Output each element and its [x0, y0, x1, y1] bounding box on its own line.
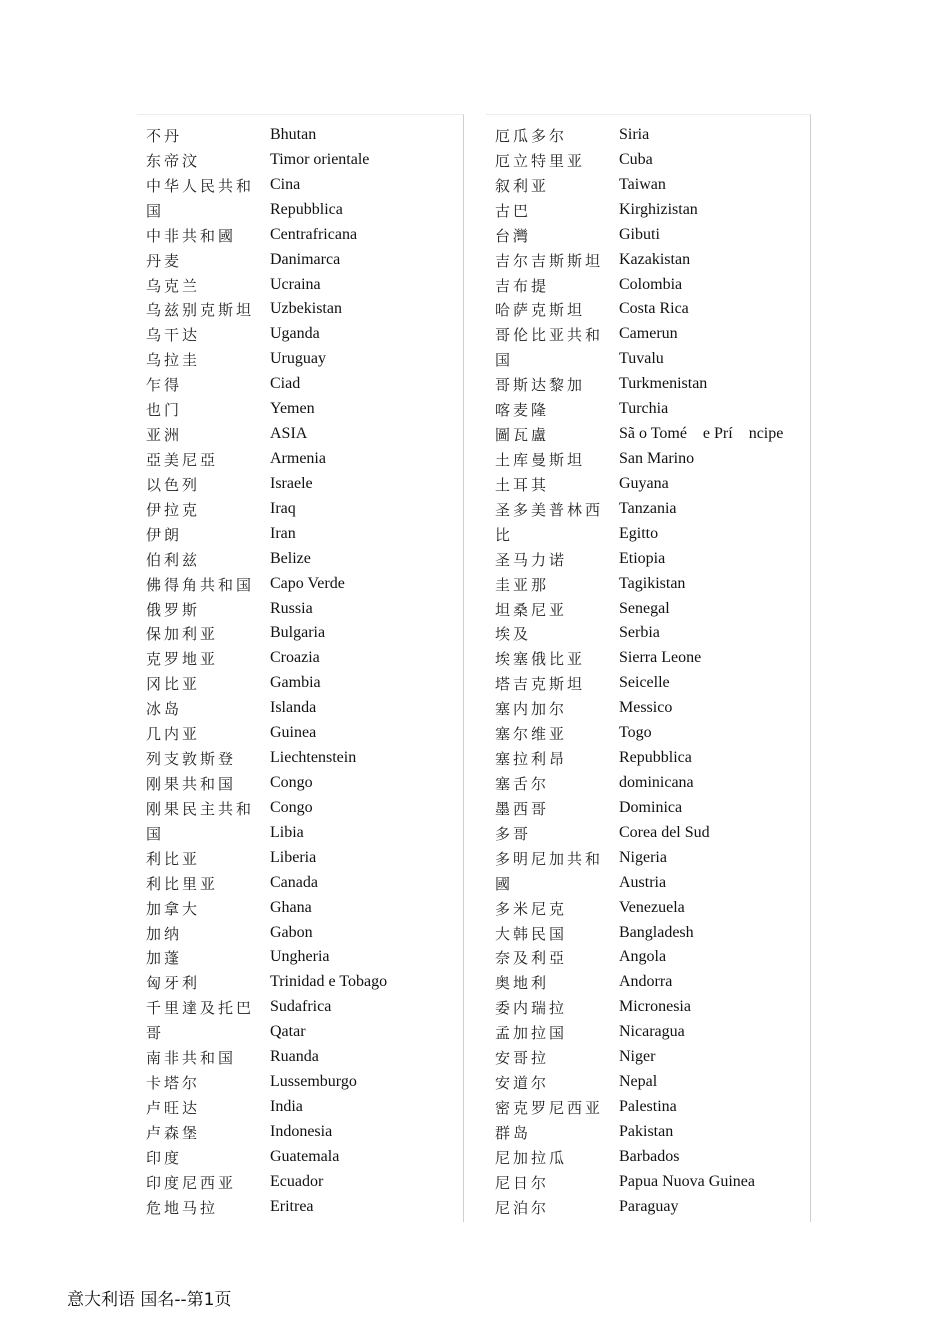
italian-country-name: Niger: [619, 1048, 656, 1066]
italian-country-name: Micronesia: [619, 998, 691, 1016]
chinese-name-column: [495, 123, 603, 1220]
chinese-country-name: 圭亚那: [495, 575, 550, 594]
italian-country-name: Guyana: [619, 474, 669, 492]
italian-country-name: Bulgaria: [270, 624, 326, 642]
chinese-country-name: 国: [495, 351, 514, 370]
chinese-country-name: 亚洲: [146, 426, 183, 445]
chinese-country-name: 圣马力诺: [495, 550, 568, 569]
chinese-country-name: 国: [146, 201, 165, 220]
italian-country-name: Sierra Leone: [619, 649, 702, 667]
chinese-country-name: 卡塔尔: [146, 1074, 201, 1093]
italian-country-name: Kirghizistan: [619, 200, 698, 218]
chinese-country-name: 國: [495, 874, 514, 893]
italian-country-name: Austria: [619, 873, 667, 891]
italian-country-name: Cina: [270, 175, 301, 193]
italian-country-name: India: [270, 1097, 303, 1115]
chinese-country-name: 乌干达: [146, 326, 201, 345]
italian-country-name: Kazakistan: [619, 250, 691, 268]
chinese-country-name: 保加利亚: [146, 625, 219, 644]
chinese-country-name: 厄瓜多尔: [495, 127, 568, 145]
italian-country-name: Canada: [270, 873, 318, 891]
chinese-country-name: 加纳: [146, 924, 183, 943]
chinese-name-column: [146, 123, 254, 1220]
chinese-country-name: 佛得角共和国: [146, 575, 255, 594]
chinese-country-name: 亞美尼亞: [146, 450, 219, 469]
chinese-country-name: 加拿大: [146, 899, 201, 918]
chinese-country-name: 伯利兹: [146, 550, 201, 569]
italian-country-name: Sã o Tomé e Prí ncipe: [619, 425, 784, 443]
chinese-country-name: 刚果共和国: [146, 774, 237, 793]
italian-country-name: Timor orientale: [270, 150, 370, 168]
italian-country-name: Qatar: [270, 1023, 306, 1041]
chinese-country-name: 孟加拉国: [495, 1024, 568, 1043]
italian-country-name: Danimarca: [270, 250, 341, 268]
chinese-country-name: 比: [495, 525, 514, 544]
italian-country-name: Congo: [270, 798, 313, 816]
italian-country-name: Bhutan: [270, 126, 317, 143]
italian-country-name: Ruanda: [270, 1048, 319, 1066]
chinese-country-name: 塞拉利昂: [495, 750, 568, 769]
italian-country-name: Croazia: [270, 649, 320, 667]
italian-country-name: Palestina: [619, 1097, 677, 1115]
chinese-country-name: 刚果民主共和: [146, 799, 255, 818]
italian-country-name: Corea del Sud: [619, 823, 710, 841]
italian-country-name: Repubblica: [619, 749, 692, 767]
italian-country-name: Costa Rica: [619, 300, 689, 318]
chinese-country-name: 乍得: [146, 376, 183, 395]
italian-country-name: Russia: [270, 599, 313, 617]
italian-country-name: Camerun: [619, 325, 678, 343]
chinese-country-name: 印度: [146, 1148, 183, 1167]
italian-country-name: Congo: [270, 773, 313, 791]
italian-country-name: Ungheria: [270, 948, 330, 966]
chinese-country-name: 土耳其: [495, 475, 550, 494]
italian-country-name: Gabon: [270, 923, 313, 941]
chinese-country-name: 东帝汶: [146, 151, 201, 170]
chinese-country-name: 卢森堡: [146, 1123, 201, 1142]
chinese-country-name: 圣多美普林西: [495, 500, 604, 519]
italian-country-name: Tanzania: [619, 499, 677, 517]
chinese-country-name: 乌兹别克斯坦: [146, 301, 255, 320]
chinese-country-name: 冰岛: [146, 700, 183, 719]
italian-country-name: Centrafricana: [270, 225, 358, 243]
chinese-country-name: 塞尔维亚: [495, 725, 568, 744]
italian-country-name: Ghana: [270, 898, 312, 916]
chinese-country-name: 不丹: [146, 127, 183, 145]
italian-country-name: Uzbekistan: [270, 300, 342, 318]
italian-country-name: Dominica: [619, 798, 683, 816]
chinese-country-name: 利比亚: [146, 849, 201, 868]
chinese-country-name: 厄立特里亚: [495, 151, 586, 170]
chinese-country-name: 大韩民国: [495, 924, 568, 943]
italian-country-name: Eritrea: [270, 1197, 314, 1215]
italian-country-name: Liechtenstein: [270, 749, 357, 767]
chinese-country-name: 伊朗: [146, 525, 183, 544]
italian-country-name: Senegal: [619, 599, 670, 617]
italian-country-name: Guinea: [270, 724, 317, 742]
italian-country-name: Etiopia: [619, 549, 666, 567]
chinese-country-name: 塔吉克斯坦: [495, 675, 586, 694]
chinese-country-name: 利比里亚: [146, 874, 219, 893]
italian-country-name: Colombia: [619, 275, 683, 293]
italian-name-column: [619, 123, 783, 1220]
italian-country-name: Liberia: [270, 848, 317, 866]
italian-country-name: Yemen: [270, 400, 315, 418]
italian-country-name: Gibuti: [619, 225, 660, 243]
italian-country-name: Capo Verde: [270, 574, 345, 592]
italian-country-name: Nigeria: [619, 848, 667, 866]
chinese-country-name: 古巴: [495, 201, 532, 220]
italian-country-name: Messico: [619, 699, 673, 717]
italian-country-name: San Marino: [619, 449, 695, 467]
italian-country-name: Siria: [619, 126, 650, 143]
chinese-country-name: 叙利亚: [495, 176, 550, 195]
chinese-country-name: 列支敦斯登: [146, 750, 237, 769]
italian-country-name: Uganda: [270, 325, 320, 343]
italian-country-name: Trinidad e Tobago: [270, 973, 388, 991]
chinese-country-name: 丹麦: [146, 251, 183, 270]
italian-country-name: Belize: [270, 549, 311, 567]
chinese-country-name: 印度尼西亚: [146, 1173, 237, 1192]
italian-country-name: Angola: [619, 948, 667, 966]
chinese-country-name: 密克罗尼西亚: [495, 1098, 604, 1117]
italian-country-name: Iraq: [270, 499, 296, 517]
chinese-country-name: 千里達及托巴: [146, 999, 255, 1018]
italian-country-name: Iran: [270, 524, 296, 542]
chinese-country-name: 也门: [146, 401, 183, 420]
italian-country-name: Pakistan: [619, 1122, 674, 1140]
chinese-country-name: 群岛: [495, 1123, 532, 1142]
italian-country-name: Tagikistan: [619, 574, 686, 592]
italian-country-name: Taiwan: [619, 175, 666, 193]
chinese-country-name: 加蓬: [146, 949, 183, 968]
chinese-country-name: 乌拉圭: [146, 351, 201, 370]
chinese-country-name: 土库曼斯坦: [495, 450, 586, 469]
chinese-country-name: 南非共和国: [146, 1049, 237, 1068]
chinese-country-name: 尼日尔: [495, 1173, 550, 1192]
chinese-country-name: 哥斯达黎加: [495, 376, 586, 395]
italian-country-name: Ciad: [270, 375, 301, 393]
italian-country-name: dominicana: [619, 773, 694, 791]
chinese-country-name: 克罗地亚: [146, 650, 219, 669]
italian-country-name: ASIA: [270, 425, 308, 443]
chinese-country-name: 哥伦比亚共和: [495, 326, 604, 345]
italian-country-name: Nepal: [619, 1073, 658, 1091]
italian-country-name: Cuba: [619, 150, 653, 168]
italian-country-name: Paraguay: [619, 1197, 679, 1215]
italian-country-name: Nicaragua: [619, 1023, 685, 1041]
italian-country-name: Uruguay: [270, 350, 326, 368]
italian-country-name: Andorra: [619, 973, 673, 991]
chinese-country-name: 卢旺达: [146, 1098, 201, 1117]
chinese-country-name: 喀麦隆: [495, 401, 550, 420]
chinese-country-name: 多哥: [495, 824, 532, 843]
chinese-country-name: 安哥拉: [495, 1049, 550, 1068]
italian-country-name: Ucraina: [270, 275, 321, 293]
italian-country-name: Libia: [270, 823, 304, 841]
chinese-country-name: 委内瑞拉: [495, 999, 568, 1018]
italian-country-name: Venezuela: [619, 898, 685, 916]
chinese-country-name: 吉布提: [495, 276, 550, 295]
chinese-country-name: 国: [146, 824, 165, 843]
italian-country-name: Guatemala: [270, 1147, 340, 1165]
chinese-country-name: 奥地利: [495, 974, 550, 993]
italian-name-column: [270, 123, 387, 1220]
italian-country-name: Repubblica: [270, 200, 343, 218]
italian-country-name: Sudafrica: [270, 998, 332, 1016]
chinese-country-name: 坦桑尼亚: [495, 600, 568, 619]
chinese-country-name: 台灣: [495, 226, 532, 245]
italian-country-name: Islanda: [270, 699, 317, 717]
italian-country-name: Barbados: [619, 1147, 680, 1165]
italian-country-name: Israele: [270, 474, 313, 492]
chinese-country-name: 哈萨克斯坦: [495, 301, 586, 320]
italian-country-name: Papua Nuova Guinea: [619, 1172, 755, 1190]
italian-country-name: Bangladesh: [619, 923, 694, 941]
chinese-country-name: 多米尼克: [495, 899, 568, 918]
chinese-country-name: 哥: [146, 1024, 165, 1043]
italian-country-name: Ecuador: [270, 1172, 324, 1190]
chinese-country-name: 中华人民共和: [146, 176, 255, 195]
chinese-country-name: 埃塞俄比亚: [495, 650, 586, 669]
italian-country-name: Egitto: [619, 524, 659, 542]
italian-country-name: Tuvalu: [619, 350, 664, 368]
chinese-country-name: 埃及: [495, 625, 532, 644]
chinese-country-name: 奈及利亞: [495, 949, 568, 968]
italian-country-name: Lussemburgo: [270, 1073, 357, 1091]
chinese-country-name: 塞内加尔: [495, 700, 568, 719]
italian-country-name: Togo: [619, 724, 652, 742]
chinese-country-name: 多明尼加共和: [495, 849, 604, 868]
country-table-left: [137, 114, 464, 1222]
chinese-country-name: 以色列: [146, 475, 201, 494]
italian-country-name: Gambia: [270, 674, 321, 692]
chinese-country-name: 危地马拉: [146, 1198, 219, 1217]
chinese-country-name: 伊拉克: [146, 500, 201, 519]
chinese-country-name: 尼泊尔: [495, 1198, 550, 1217]
italian-country-name: Turkmenistan: [619, 375, 708, 393]
italian-country-name: Turchia: [619, 400, 669, 418]
country-table-right: [486, 114, 811, 1222]
chinese-country-name: 墨西哥: [495, 799, 550, 818]
italian-country-name: Armenia: [270, 449, 326, 467]
chinese-country-name: 乌克兰: [146, 276, 201, 295]
page-footer: 意大利语 国名--第1页: [67, 1290, 232, 1310]
chinese-country-name: 圖瓦盧: [495, 426, 550, 445]
chinese-country-name: 冈比亚: [146, 675, 201, 694]
italian-country-name: Indonesia: [270, 1122, 333, 1140]
chinese-country-name: 匈牙利: [146, 974, 201, 993]
chinese-country-name: 塞舌尔: [495, 774, 550, 793]
italian-country-name: Seicelle: [619, 674, 670, 692]
chinese-country-name: 中非共和國: [146, 226, 237, 245]
chinese-country-name: 几内亚: [146, 725, 201, 744]
chinese-country-name: 安道尔: [495, 1074, 550, 1093]
chinese-country-name: 俄罗斯: [146, 600, 201, 619]
chinese-country-name: 吉尔吉斯斯坦: [495, 251, 604, 270]
italian-country-name: Serbia: [619, 624, 660, 642]
chinese-country-name: 尼加拉瓜: [495, 1148, 568, 1167]
